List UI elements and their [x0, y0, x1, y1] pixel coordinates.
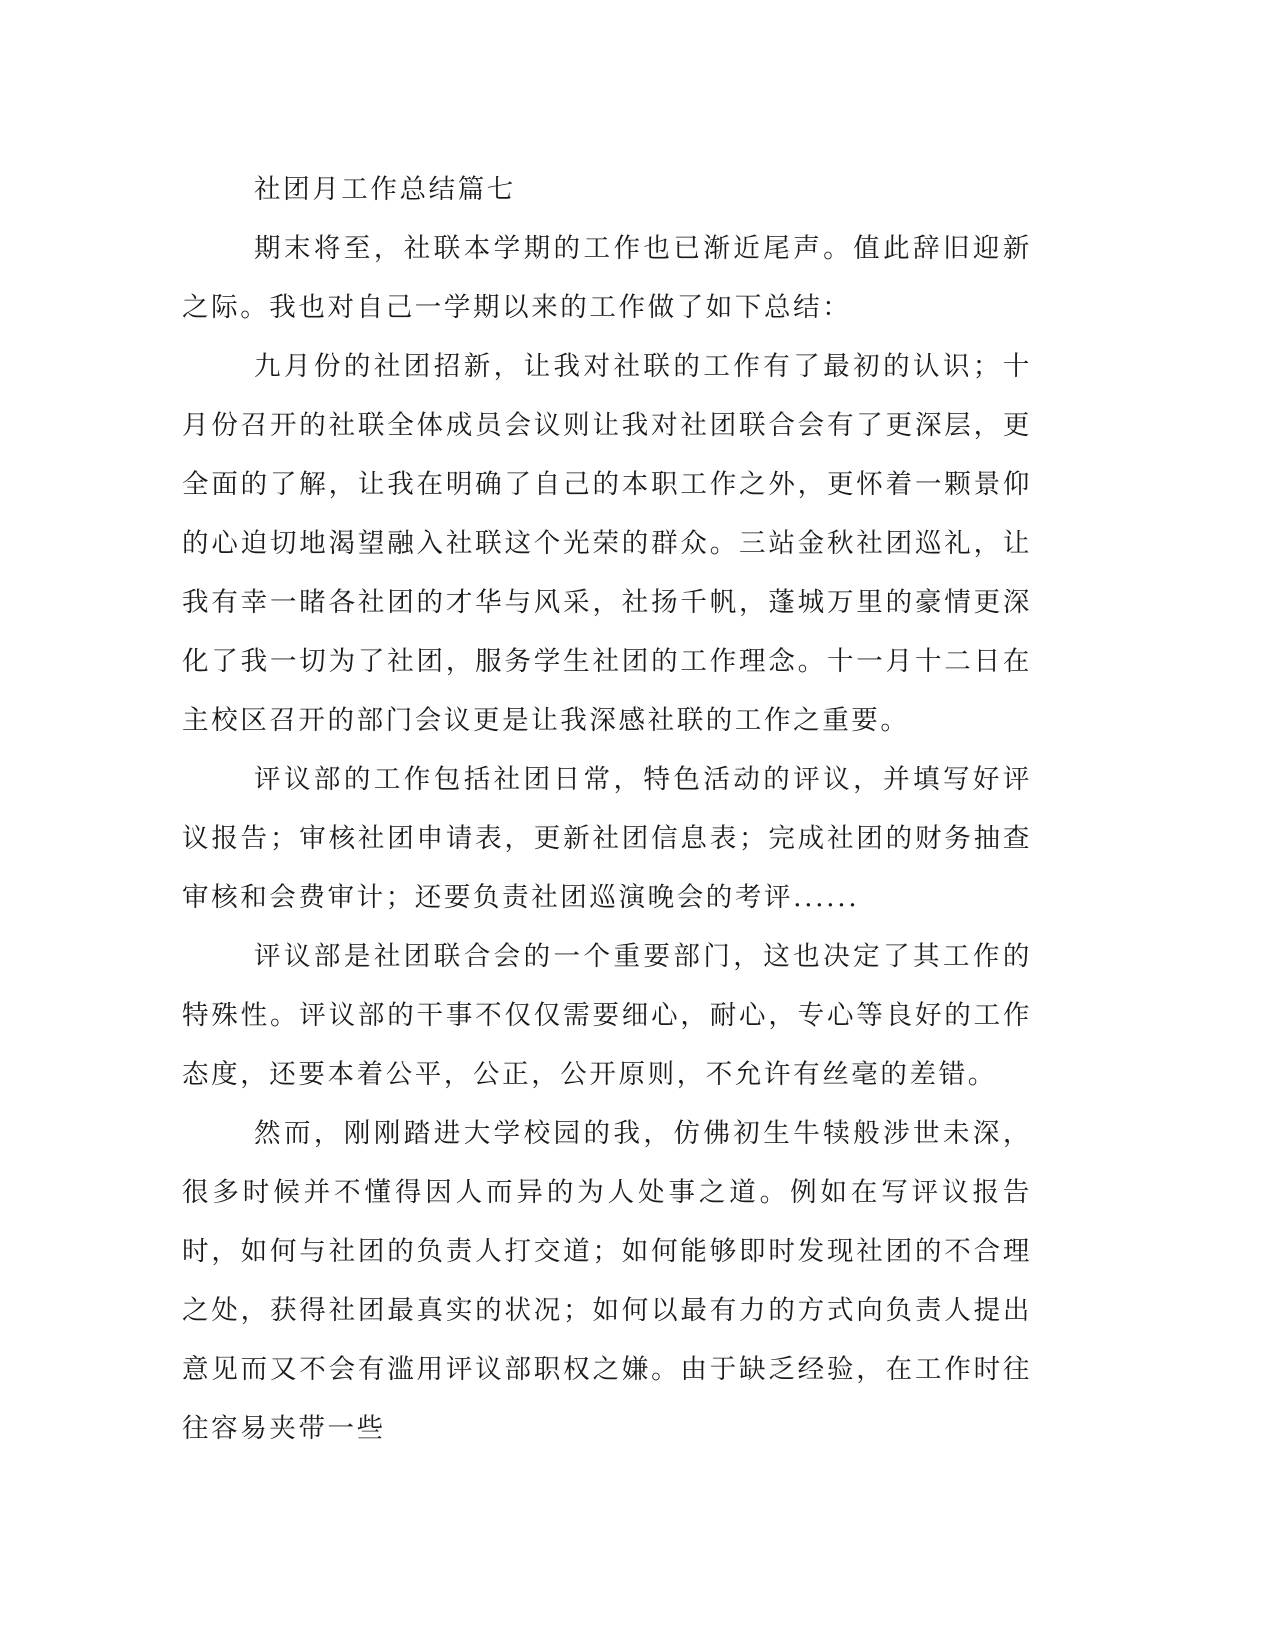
document-title: 社团月工作总结篇七 [254, 174, 516, 205]
paragraph-3: 评议部的工作包括社团日常，特色活动的评议，并填写好评议报告；审核社团申请表，更新社团信息表；完成社团的财务抽查审核和会费审计；还要负责社团巡演晚会的考评...... [182, 764, 1032, 913]
paragraph-1: 期末将至，社联本学期的工作也已渐近尾声。值此辞旧迎新之际。我也对自己一学期以来的工作做了如下总结： [182, 233, 1032, 323]
paragraph-5: 然而，刚刚踏进大学校园的我，仿佛初生牛犊般涉世未深，很多时候并不懂得因人而异的为人处事之道。例如在写评议报告时，如何与社团的负责人打交道；如何能够即时发现社团的不合理之处，获得社团最真实的状况；如何以最有力的方式向负责人提出意见而又不会有滥用评议部职权之嫌。由于缺乏经验，在工作时往往容易夹带一些 [182, 1118, 1032, 1444]
paragraph-2: 九月份的社团招新，让我对社联的工作有了最初的认识；十月份召开的社联全体成员会议则让我对社团联合会有了更深层，更全面的了解，让我在明确了自己的本职工作之外，更怀着一颗景仰的心迫切地渴望融入社联这个光荣的群众。三站金秋社团巡礼，让我有幸一睹各社团的才华与风采，社扬千帆，蓬城万里的豪情更深化了我一切为了社团，服务学生社团的工作理念。十一月十二日在主校区召开的部门会议更是让我深感社联的工作之重要。 [182, 351, 1032, 736]
document-body [182, 160, 1032, 1458]
paragraph-4: 评议部是社团联合会的一个重要部门，这也决定了其工作的特殊性。评议部的干事不仅仅需要细心，耐心，专心等良好的工作态度，还要本着公平，公正，公开原则，不允许有丝毫的差错。 [182, 941, 1032, 1090]
